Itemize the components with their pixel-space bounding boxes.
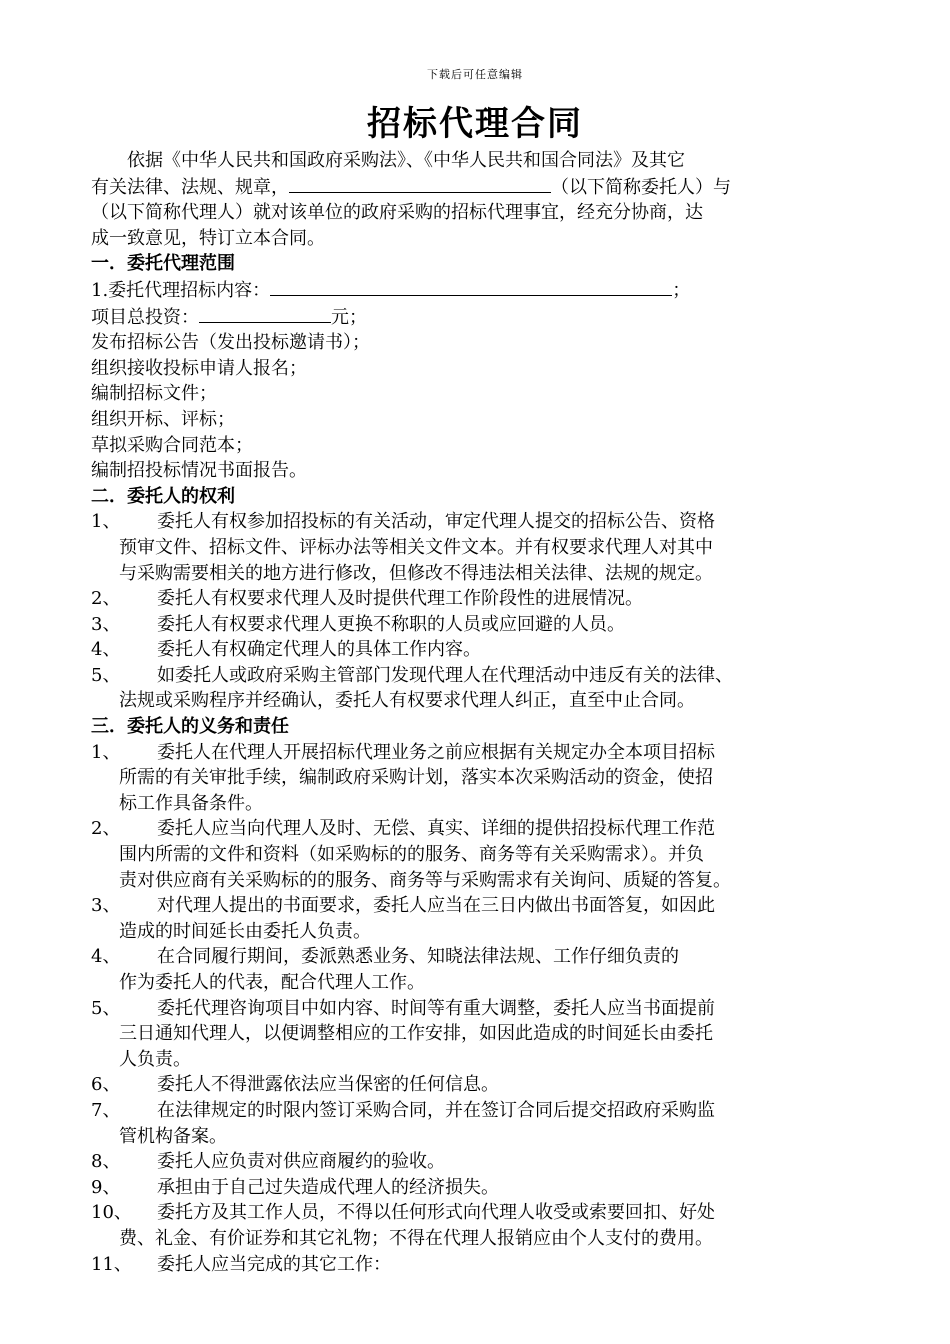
- clause-text: 与采购需要相关的地方进行修改，但修改不得违法相关法律、法规的规定。: [119, 562, 713, 584]
- clause-text: 造成的时间延长由委托人负责。: [119, 920, 371, 942]
- clause-number: 4、: [91, 639, 121, 661]
- scope-item: 编制招标文件；: [91, 383, 217, 405]
- intro-line: 成一致意见，特订立本合同。: [91, 227, 325, 249]
- scope-item: 组织开标、评标；: [91, 408, 235, 430]
- client-rights-list: [91, 509, 871, 714]
- clause-text: 委托人应负责对供应商履约的验收。: [157, 1151, 445, 1173]
- document-body: [91, 148, 871, 1277]
- scope-item: 编制招投标情况书面报告。: [91, 460, 307, 482]
- clause-text: 人负责。: [119, 1048, 191, 1070]
- numbered-clause: [91, 509, 871, 586]
- clause-text: 围内所需的文件和资料（如采购标的的服务、商务等有关采购需求）。并负: [119, 844, 704, 866]
- clause-number: 2、: [91, 818, 121, 840]
- clause-text: 对代理人提出的书面要求，委托人应当在三日内做出书面答复，如因此: [157, 895, 715, 917]
- clause-number: 8、: [91, 1151, 121, 1173]
- clause-text: 委托人有权要求代理人及时提供代理工作阶段性的进展情况。: [157, 588, 643, 610]
- clause-text: 委托人应当完成的其它工作：: [157, 1253, 391, 1275]
- clause-text: 委托代理咨询项目中如内容、时间等有重大调整，委托人应当书面提前: [157, 997, 715, 1019]
- scope-item: 组织接收投标申请人报名；: [91, 357, 307, 379]
- intro-line: 有关法律、法规、规章， （以下简称委托人）与: [91, 174, 871, 201]
- scope-list: [91, 330, 871, 484]
- numbered-clause: [91, 1200, 871, 1251]
- clause-text: 在合同履行期间，委派熟悉业务、知晓法律法规、工作仔细负责的: [157, 946, 679, 968]
- section-heading: 三．委托人的义务和责任: [91, 716, 289, 738]
- numbered-clause: [91, 1098, 871, 1149]
- numbered-clause: [91, 1252, 871, 1278]
- numbered-clause: [91, 1149, 871, 1175]
- clause-number: 1、: [91, 741, 121, 763]
- clause-text: 承担由于自己过失造成代理人的经济损失。: [157, 1176, 499, 1198]
- numbered-clause: [91, 816, 871, 893]
- clause-text: 委托人有权参加招投标的有关活动，审定代理人提交的招标公告、资格: [157, 511, 715, 533]
- clause-text: 管机构备案。: [119, 1125, 227, 1147]
- document-title: 招标代理合同: [367, 104, 583, 144]
- intro-line: 依据《中华人民共和国政府采购法》、《中华人民共和国合同法》及其它: [127, 150, 685, 171]
- scope-content-line: 1.委托代理招标内容： ；: [91, 277, 871, 304]
- numbered-clause: [91, 1072, 871, 1098]
- scope-content-blank[interactable]: [270, 277, 672, 296]
- clause-number: 9、: [91, 1176, 121, 1198]
- clause-text: 预审文件、招标文件、评标办法等相关文件文本。并有权要求代理人对其中: [119, 536, 713, 558]
- clause-text: 委托人不得泄露依法应当保密的任何信息。: [157, 1074, 499, 1096]
- section-heading: 一．委托代理范围: [91, 253, 235, 275]
- clause-text: 费、礼金、有价证券和其它礼物；不得在代理人报销应由个人支付的费用。: [119, 1227, 713, 1249]
- clause-number: 11、: [91, 1253, 132, 1275]
- section-heading: 二．委托人的权利: [91, 485, 235, 507]
- clause-text: 法规或采购程序并经确认，委托人有权要求代理人纠正，直至中止合同。: [119, 690, 695, 712]
- clause-text: 委托人有权要求代理人更换不称职的人员或应回避的人员。: [157, 613, 625, 635]
- clause-number: 5、: [91, 664, 121, 686]
- clause-number: 10、: [91, 1202, 132, 1224]
- clause-text: 委托人应当向代理人及时、无偿、真实、详细的提供招投标代理工作范: [157, 818, 715, 840]
- header-note: 下载后可任意编辑: [427, 68, 523, 81]
- client-duties-list: [91, 740, 871, 1277]
- clause-text: 所需的有关审批手续，编制政府采购计划，落实本次采购活动的资金，使招: [119, 767, 713, 789]
- numbered-clause: [91, 637, 871, 663]
- intro-line: （以下简称代理人）就对该单位的政府采购的招标代理事宜，经充分协商，达: [91, 202, 703, 224]
- clause-number: 2、: [91, 588, 121, 610]
- clause-number: 7、: [91, 1099, 121, 1121]
- clause-number: 3、: [91, 895, 121, 917]
- clause-text: 责对供应商有关采购标的的服务、商务等与采购需求有关询问、质疑的答复。: [119, 869, 731, 891]
- clause-text: 委托方及其工作人员，不得以任何形式向代理人收受或索要回扣、好处: [157, 1202, 715, 1224]
- clause-text: 委托人有权确定代理人的具体工作内容。: [157, 639, 481, 661]
- clause-number: 6、: [91, 1074, 121, 1096]
- numbered-clause: [91, 663, 871, 714]
- scope-item: 草拟采购合同范本；: [91, 434, 253, 456]
- numbered-clause: [91, 612, 871, 638]
- clause-text: 标工作具备条件。: [119, 792, 263, 814]
- client-name-blank[interactable]: [289, 174, 551, 193]
- clause-number: 4、: [91, 946, 121, 968]
- numbered-clause: [91, 1175, 871, 1201]
- numbered-clause: [91, 996, 871, 1073]
- clause-number: 3、: [91, 613, 121, 635]
- numbered-clause: [91, 740, 871, 817]
- numbered-clause: [91, 944, 871, 995]
- clause-number: 1、: [91, 511, 121, 533]
- clause-text: 三日通知代理人，以便调整相应的工作安排，如因此造成的时间延长由委托: [119, 1023, 713, 1045]
- clause-text: 在法律规定的时限内签订采购合同，并在签订合同后提交招政府采购监: [157, 1099, 715, 1121]
- investment-blank[interactable]: [199, 304, 331, 323]
- scope-item: 发布招标公告（发出投标邀请书）；: [91, 332, 370, 354]
- clause-text: 如委托人或政府采购主管部门发现代理人在代理活动中违反有关的法律、: [157, 664, 733, 686]
- investment-line: 项目总投资： 元；: [91, 304, 871, 331]
- numbered-clause: [91, 893, 871, 944]
- clause-number: 5、: [91, 997, 121, 1019]
- numbered-clause: [91, 586, 871, 612]
- clause-text: 作为委托人的代表，配合代理人工作。: [119, 972, 425, 993]
- clause-text: 委托人在代理人开展招标代理业务之前应根据有关规定办全本项目招标: [157, 741, 715, 763]
